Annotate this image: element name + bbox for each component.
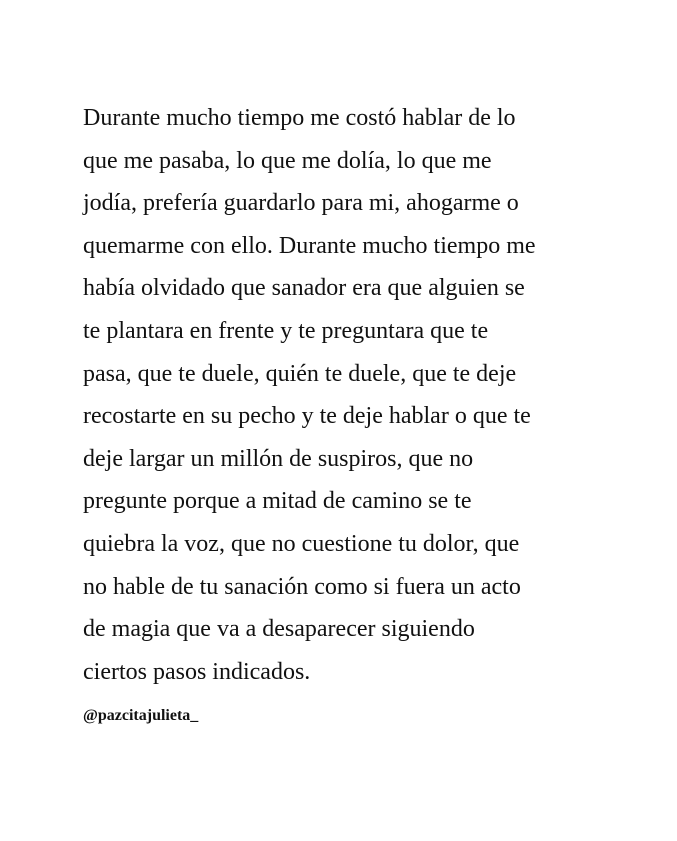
quote-line: pregunte porque a mitad de camino se te [83, 488, 472, 515]
quote-line: Durante mucho tiempo me costó hablar de lo [83, 105, 516, 131]
quote-line: pasa, que te duele, quién te duele, que te deje [83, 360, 517, 387]
quote-line: que me pasaba, lo que me dolía, lo que me [83, 147, 492, 174]
quote-line: no hable de tu sanación como si fuera un acto [83, 573, 521, 600]
quote-line: había olvidado que sanador era que alguien se [83, 275, 525, 302]
quote-line: ciertos pasos indicados. [83, 658, 311, 685]
quote-line: recostarte en su pecho y te deje hablar o que te [83, 403, 531, 430]
quote-line: de magia que va a desaparecer siguiendo [83, 616, 475, 643]
quote-text [83, 97, 643, 693]
quote-line: quemarme con ello. Durante mucho tiempo me [83, 232, 536, 259]
author-handle: @pazcitajulieta_ [83, 707, 199, 724]
quote-line: jodía, prefería guardarlo para mi, ahogarme o [83, 190, 519, 217]
quote-line: quiebra la voz, que no cuestione tu dolor, que [83, 530, 520, 557]
quote-line: deje largar un millón de suspiros, que no [83, 445, 474, 472]
quote-line: te plantara en frente y te preguntara que te [83, 317, 489, 344]
